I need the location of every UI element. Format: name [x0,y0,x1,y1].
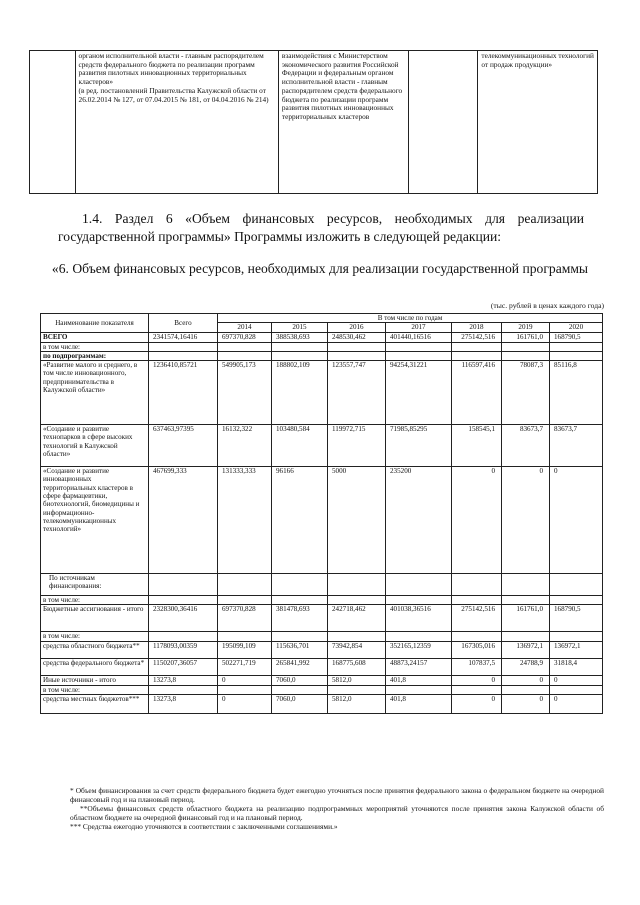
cell-year-2015: 7060,0 [272,675,328,685]
cell-year-2016 [328,574,386,596]
cell-year-2019: 161761,0 [502,605,550,632]
cell-total: 467699,333 [149,467,218,574]
cell-year-2017: 401,8 [386,695,452,714]
cell-year-2016: 168775,608 [328,658,386,675]
cell-year-2014 [218,685,272,694]
cell-year-2014 [218,632,272,641]
cell-year-2018: 0 [452,695,502,714]
cell-year-2019: 0 [502,675,550,685]
cell-total: 2328300,36416 [149,605,218,632]
cell-year-2015 [272,351,328,360]
cell-total [149,596,218,605]
row-label: средства федерального бюджета* [41,658,149,675]
continuation-cell-authority: органом исполнительной власти - главным распорядителем средств федерального бюджета по реализации программ развития пилотных инновационных территориальных кластеров» (в ред. постановлений Правительства Калужской области от 26.02.2014 № 127, от 07.04.2015 № 181, от 04.04.2016 № 214) [75,51,278,194]
cell-year-2020: 136972,1 [550,641,603,658]
cell-year-2018: 0 [452,675,502,685]
table-row [41,605,603,632]
cell-total [149,342,218,351]
table-row [41,425,603,467]
header-year-2015: 2015 [272,323,328,332]
table-row [41,332,603,342]
cell-total [149,685,218,694]
cell-year-2014: 0 [218,675,272,685]
continuation-table [29,50,598,194]
footnote-local: *** Средства ежегодно уточняются в соответствии с заключенными соглашениями.» [70,822,338,831]
cell-year-2019: 0 [502,695,550,714]
cell-year-2020 [550,351,603,360]
table-row [41,342,603,351]
cell-year-2018: 167305,016 [452,641,502,658]
cell-year-2014: 697370,828 [218,605,272,632]
footnote-regional: **Объемы финансовых средств областного бюджета на реализацию подпрограммных мероприятий уточняются после принятия закона Калужской области об областном бюджете на очередной финансовый год и на плановый период. [70,804,604,822]
cell-year-2014 [218,574,272,596]
cell-year-2019: 78087,3 [502,361,550,425]
cell-year-2017 [386,574,452,596]
continuation-cell-interaction: взаимодействия с Министерством экономического развития Российской Федерации и федеральным органом исполнительной власти - главным распорядителем средств федерального бюджета по реализации программ развития пилотных инновационных территориальных кластеров [278,51,408,194]
header-year-2019: 2019 [502,323,550,332]
row-label: «Создание и развитие инновационных территориальных кластеров в сфере фармацевтики, биотехнологий, биомедицины и информационно-телекоммуникационных технологий» [41,467,149,574]
cell-year-2020: 0 [550,695,603,714]
row-label: в том числе: [41,685,149,694]
cell-year-2014 [218,351,272,360]
cell-year-2019 [502,342,550,351]
cell-year-2016 [328,685,386,694]
cell-year-2020 [550,574,603,596]
row-label: Бюджетные ассигнования - итого [41,605,149,632]
cell-year-2014: 195099,109 [218,641,272,658]
cell-year-2015: 103480,584 [272,425,328,467]
cell-year-2018: 158545,1 [452,425,502,467]
cell-year-2016: 242718,462 [328,605,386,632]
cell-year-2015: 115636,701 [272,641,328,658]
header-year-2018: 2018 [452,323,502,332]
header-year-2020: 2020 [550,323,603,332]
table-row [41,695,603,714]
financial-table [40,313,603,714]
cell-year-2015 [272,685,328,694]
cell-year-2016: 248530,462 [328,332,386,342]
cell-year-2017: 401440,16516 [386,332,452,342]
continuation-cell-indicator: телекоммуникационных технологий от продаж продукции» [478,51,598,194]
cell-year-2019 [502,632,550,641]
continuation-row [30,51,598,194]
header-name: Наименование показателя [41,314,149,333]
row-label: По источникам финансирования: [41,574,149,596]
header-row-1 [41,314,603,323]
cell-year-2015 [272,342,328,351]
cell-year-2016: 5812,0 [328,675,386,685]
cell-year-2015: 7060,0 [272,695,328,714]
cell-total [149,351,218,360]
cell-year-2015: 381478,693 [272,605,328,632]
cell-year-2014: 549905,173 [218,361,272,425]
cell-year-2017: 401038,36516 [386,605,452,632]
cell-total: 13273,8 [149,675,218,685]
cell-year-2019 [502,596,550,605]
cell-year-2016 [328,632,386,641]
row-label: в том числе: [41,632,149,641]
cell-year-2018 [452,596,502,605]
unit-note: (тыс. рублей в ценах каждого года) [490,301,604,310]
table-row [41,361,603,425]
cell-year-2017: 401,8 [386,675,452,685]
cell-year-2020 [550,685,603,694]
cell-year-2016: 119972,715 [328,425,386,467]
cell-total: 13273,8 [149,695,218,714]
cell-year-2019: 83673,7 [502,425,550,467]
cell-year-2018: 107837,5 [452,658,502,675]
cell-year-2020: 168790,5 [550,605,603,632]
cell-year-2018 [452,574,502,596]
continuation-cell-empty-2 [409,51,478,194]
cell-year-2015: 96166 [272,467,328,574]
cell-year-2018 [452,632,502,641]
cell-total [149,574,218,596]
header-years-group: В том числе по годам [218,314,603,323]
table-row [41,467,603,574]
cell-year-2017 [386,632,452,641]
cell-year-2015: 265841,992 [272,658,328,675]
table-row [41,632,603,641]
cell-year-2014: 0 [218,695,272,714]
financial-table-body [41,332,603,713]
cell-year-2020 [550,632,603,641]
row-label: в том числе: [41,596,149,605]
header-year-2017: 2017 [386,323,452,332]
cell-year-2020: 0 [550,675,603,685]
cell-year-2016 [328,596,386,605]
table-row [41,641,603,658]
cell-year-2015: 188802,109 [272,361,328,425]
cell-year-2015 [272,632,328,641]
cell-year-2015 [272,596,328,605]
cell-total: 637463,97395 [149,425,218,467]
cell-year-2014 [218,596,272,605]
cell-total: 2341574,16416 [149,332,218,342]
footnotes [70,786,604,831]
cell-year-2019 [502,574,550,596]
table-row [41,685,603,694]
cell-total: 1236410,85721 [149,361,218,425]
cell-year-2020: 85116,8 [550,361,603,425]
cell-year-2016: 123557,747 [328,361,386,425]
footnote-federal: * Объем финансирования за счет средств федерального бюджета будет ежегодно уточняться после принятия федерального закона о федеральном бюджете на очередной финансовый год и на плановый период. [70,786,604,804]
cell-year-2016 [328,342,386,351]
header-year-2016: 2016 [328,323,386,332]
cell-total: 1178093,00359 [149,641,218,658]
cell-year-2020 [550,596,603,605]
cell-year-2018 [452,351,502,360]
cell-year-2017: 48873,24157 [386,658,452,675]
cell-year-2019: 24788,9 [502,658,550,675]
row-label: Иные источники - итого [41,675,149,685]
cell-year-2020: 83673,7 [550,425,603,467]
cell-year-2019 [502,351,550,360]
cell-total [149,632,218,641]
cell-total: 1150207,36057 [149,658,218,675]
section-heading: «6. Объем финансовых ресурсов, необходимых для реализации государственной программы [51,261,589,276]
header-year-2014: 2014 [218,323,272,332]
cell-year-2019: 136972,1 [502,641,550,658]
cell-year-2017: 71985,85295 [386,425,452,467]
row-label: средства местных бюджетов*** [41,695,149,714]
cell-year-2016: 73942,854 [328,641,386,658]
row-label: средства областного бюджета** [41,641,149,658]
cell-year-2017: 235200 [386,467,452,574]
table-row [41,658,603,675]
amendment-paragraph: 1.4. Раздел 6 «Объем финансовых ресурсов, необходимых для реализации государственной программы» Программы изложить в следующей редакции: [58,211,584,244]
table-row [41,574,603,596]
cell-year-2017: 94254,31221 [386,361,452,425]
cell-year-2016 [328,351,386,360]
cell-year-2014: 16132,322 [218,425,272,467]
cell-year-2015 [272,574,328,596]
cell-year-2018: 0 [452,467,502,574]
cell-year-2016: 5812,0 [328,695,386,714]
cell-year-2017 [386,596,452,605]
cell-year-2019 [502,685,550,694]
row-label: «Развитие малого и среднего, в том числе инновационного, предпринимательства в Калужской области» [41,361,149,425]
continuation-cell-empty-1 [30,51,76,194]
header-total: Всего [149,314,218,333]
cell-year-2019: 161761,0 [502,332,550,342]
cell-year-2018: 275142,516 [452,605,502,632]
table-row [41,675,603,685]
cell-year-2017 [386,342,452,351]
cell-year-2020 [550,342,603,351]
cell-year-2019: 0 [502,467,550,574]
cell-year-2020: 0 [550,467,603,574]
cell-year-2017 [386,685,452,694]
row-label: «Создание и развитие технопарков в сфере высоких технологий в Калужской области» [41,425,149,467]
row-label: по подпрограммам: [41,351,149,360]
cell-year-2014: 502271,719 [218,658,272,675]
cell-year-2018: 116597,416 [452,361,502,425]
cell-year-2020: 168790,5 [550,332,603,342]
cell-year-2018 [452,685,502,694]
table-row [41,351,603,360]
row-label: ВСЕГО [41,332,149,342]
cell-year-2018 [452,342,502,351]
cell-year-2020: 31818,4 [550,658,603,675]
cell-year-2015: 388538,693 [272,332,328,342]
cell-year-2017: 352165,12359 [386,641,452,658]
row-label: в том числе: [41,342,149,351]
cell-year-2014: 131333,333 [218,467,272,574]
table-row [41,596,603,605]
cell-year-2017 [386,351,452,360]
cell-year-2014 [218,342,272,351]
cell-year-2016: 5000 [328,467,386,574]
cell-year-2018: 275142,516 [452,332,502,342]
cell-year-2014: 697370,828 [218,332,272,342]
